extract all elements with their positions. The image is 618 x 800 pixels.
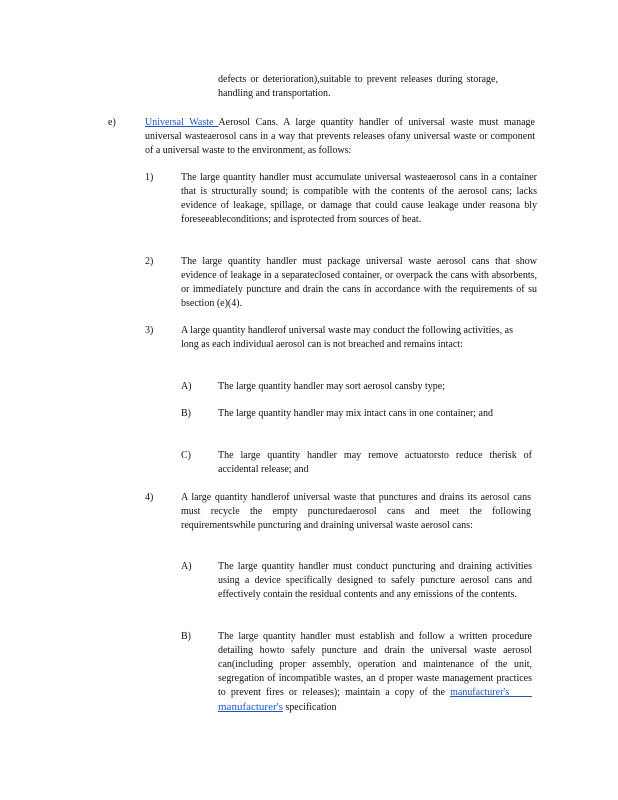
item-4a-text: The large quantity handler must conduct puncturing and draining activities using a device specifically designed to safely puncture aerosol cans and effectively contain the residual contents and any emissions of the contents. bbox=[218, 561, 532, 600]
item-1-text: The large quantity handler must accumulate universal wasteaerosol cans in a container that is structurally sound; is compatible with the contents of the aerosol cans; lacks evidence of leakage, spillage, or damage that could cause leakage under reasona bly foreseeableconditions; and isprotected from sources of heat. bbox=[181, 172, 537, 225]
item-4b-tail: specification bbox=[285, 702, 337, 713]
manufacturer-link-2[interactable]: manufacturer's bbox=[218, 701, 283, 713]
universal-waste-link[interactable]: Universal Waste bbox=[145, 117, 219, 128]
item-3-text: A large quantity handlerof universal waste may conduct the following activities, as long as each individual aerosol can is not breached and remains intact: bbox=[181, 325, 513, 350]
item-4b-label: B) bbox=[181, 631, 191, 642]
continuation-paragraph: defects or deterioration),suitable to prevent releases during storage, handling and transportation. bbox=[218, 74, 498, 99]
manufacturer-link-1[interactable]: manufacturer's bbox=[450, 687, 510, 698]
item-3c-text: The large quantity handler may remove actuatorsto reduce therisk of accidental release; and bbox=[218, 450, 532, 475]
item-2-label: 2) bbox=[145, 256, 154, 267]
item-3b-label: B) bbox=[181, 408, 191, 419]
item-4b-text bbox=[218, 630, 532, 715]
item-3c-label: C) bbox=[181, 450, 191, 461]
item-4b-body: The large quantity handler must establish and follow a written procedure detailing howto safely puncture and drain the universal waste aerosol can(including proper assembly, operation and maintenance of the unit, segregation of incompatible wastes, an d proper waste management practices to prevent fires or releases); maintain a copy of the bbox=[218, 631, 532, 698]
item-2-text: The large quantity handler must package universal waste aerosol cans that show evidence of leakage in a separateclosed container, or overpack the cans with absorbents, or immediately puncture and drain the cans in accordance with the requirements of su bsection (e)(4). bbox=[181, 256, 537, 309]
item-1-label: 1) bbox=[145, 172, 154, 183]
item-3b-text: The large quantity handler may mix intact cans in one container; and bbox=[218, 408, 493, 419]
item-4-label: 4) bbox=[145, 492, 154, 503]
item-3a-text: The large quantity handler may sort aerosol cansby type; bbox=[218, 381, 445, 392]
section-e-intro: A large quantity handler of universal waste must manage universal wasteaerosol cans in a way that prevents releases ofany universal waste or component of a universal waste to the environment, as follows: bbox=[145, 117, 535, 156]
item-4a-label: A) bbox=[181, 561, 192, 572]
item-3a-label: A) bbox=[181, 381, 192, 392]
item-4-text: A large quantity handlerof universal waste that punctures and drains its aerosol cans must recycle the empty puncturedaerosol cans and meet the following requirementswhile puncturing and draining universal waste aerosol cans: bbox=[181, 492, 531, 531]
section-e-label: e) bbox=[108, 117, 116, 128]
section-e-title: Aerosol Cans. bbox=[218, 117, 279, 128]
item-3-label: 3) bbox=[145, 325, 154, 336]
section-e-paragraph bbox=[145, 116, 535, 158]
